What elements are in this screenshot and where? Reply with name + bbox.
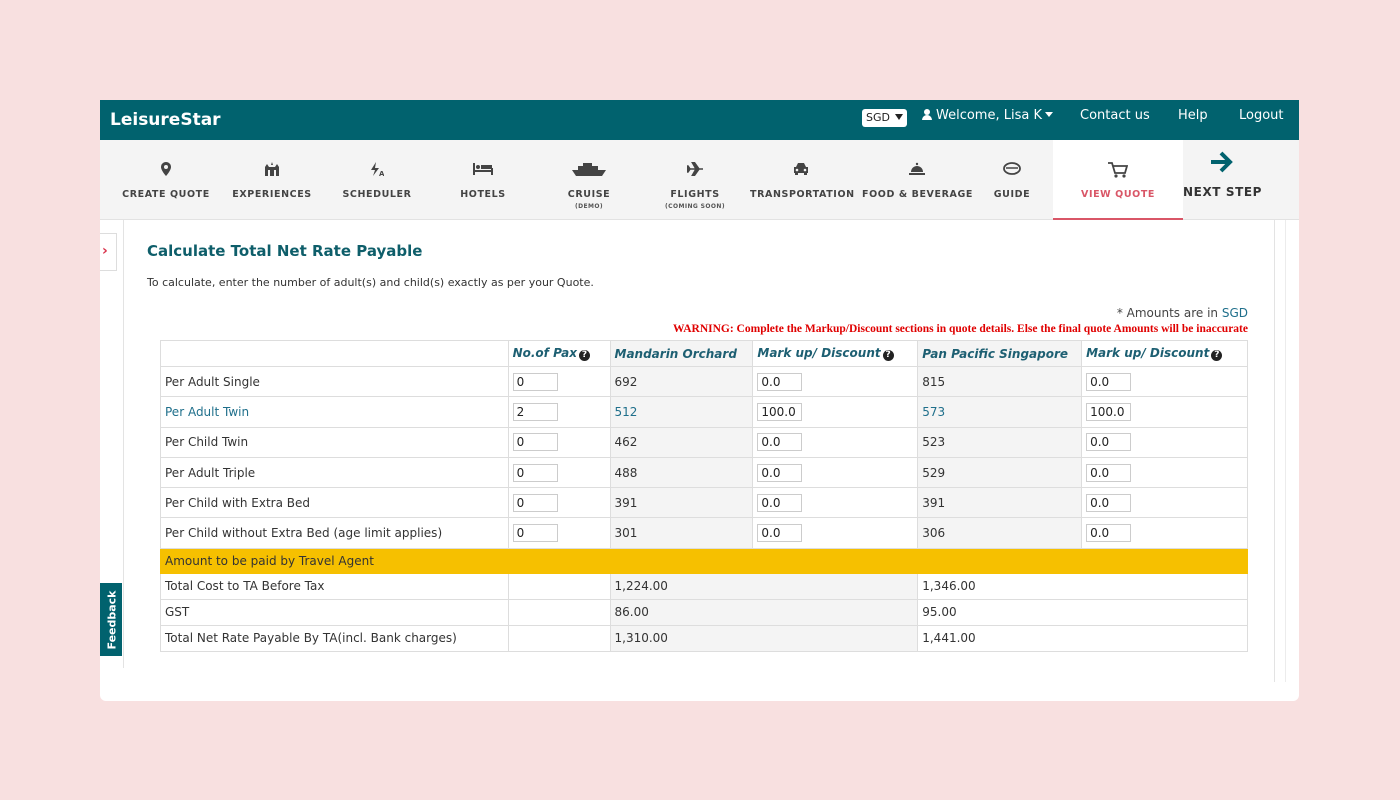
top-bar (100, 100, 1299, 140)
map-pin-icon (116, 162, 216, 178)
markup1-input[interactable] (757, 464, 802, 482)
rate1-cell: 391 (610, 488, 753, 518)
menu-label: FOOD & BEVERAGE (862, 189, 973, 200)
menu-scheduler[interactable] (327, 140, 427, 220)
menu-food-beverage[interactable] (862, 140, 972, 220)
markup1-input[interactable] (757, 373, 802, 391)
row-label: Per Adult Single (161, 367, 509, 397)
rate2-cell: 391 (918, 488, 1082, 518)
menu-label: CREATE QUOTE (122, 189, 210, 200)
menu-create-quote[interactable] (116, 140, 216, 220)
rate1-cell: 488 (610, 457, 753, 487)
pax-cell (508, 397, 610, 427)
table-header-row (161, 341, 1248, 367)
pax-cell (508, 367, 610, 397)
markup1-cell (753, 457, 918, 487)
markup2-cell (1082, 427, 1248, 457)
feedback-tab[interactable] (100, 583, 122, 656)
calc-instructions: To calculate, enter the number of adult(s) and child(s) exactly as per your Quote. (147, 276, 594, 289)
menu-label: CRUISE (567, 189, 611, 200)
ta-section-label: Amount to be paid by Travel Agent (161, 548, 1248, 573)
menu-cruise[interactable] (539, 140, 639, 220)
pax-input[interactable] (513, 494, 558, 512)
markup2-input[interactable] (1086, 464, 1131, 482)
markup1-cell (753, 367, 918, 397)
feedback-label: Feedback (105, 590, 119, 650)
main-menu (100, 140, 1299, 220)
content-divider (1285, 220, 1286, 682)
markup2-input[interactable] (1086, 403, 1131, 421)
markup2-input[interactable] (1086, 524, 1131, 542)
help-icon[interactable]: ? (883, 350, 894, 361)
header-markup2 (1082, 341, 1248, 367)
table-row (161, 397, 1248, 427)
warning-message: WARNING: Complete the Markup/Discount sections in quote details. Else the final quote Amounts will be inaccurate (672, 323, 1248, 335)
header-markup1-label: Mark up/ Discount (757, 346, 881, 360)
header-pax-label: No.of Pax (512, 346, 577, 360)
header-pax (508, 341, 610, 367)
menu-label: TRANSPORTATION (750, 189, 855, 200)
pax-cell (508, 488, 610, 518)
summary-blank (508, 599, 610, 625)
logout-link[interactable]: Logout (1239, 108, 1284, 123)
menu-label: HOTELS (460, 189, 506, 200)
pax-input[interactable] (513, 524, 558, 542)
calc-title: Calculate Total Net Rate Payable (147, 242, 423, 260)
table-row (161, 427, 1248, 457)
markup2-cell (1082, 457, 1248, 487)
row-label: Per Adult Triple (161, 457, 509, 487)
help-link[interactable]: Help (1178, 108, 1208, 123)
summary-label: GST (161, 599, 509, 625)
rate2-cell: 573 (918, 397, 1082, 427)
menu-transportation[interactable] (750, 140, 855, 220)
rate1-cell: 301 (610, 518, 753, 548)
pax-cell (508, 457, 610, 487)
pax-input[interactable] (513, 433, 558, 451)
markup2-input[interactable] (1086, 494, 1131, 512)
pax-input[interactable] (513, 403, 558, 421)
brand-logo[interactable]: LeisureStar (110, 110, 221, 130)
help-icon[interactable]: ? (1211, 350, 1222, 361)
arrow-right-icon (1183, 150, 1260, 174)
summary-value-hotel2: 1,441.00 (918, 625, 1248, 651)
table-row (161, 488, 1248, 518)
header-blank (161, 341, 509, 367)
summary-row (161, 625, 1248, 651)
contact-link[interactable]: Contact us (1080, 108, 1150, 123)
guide-icon (972, 162, 1052, 178)
currency-select[interactable] (862, 109, 907, 127)
markup1-cell (753, 518, 918, 548)
pax-cell (508, 518, 610, 548)
markup1-input[interactable] (757, 433, 802, 451)
table-row (161, 367, 1248, 397)
menu-sublabel: (COMING SOON) (665, 203, 725, 210)
markup2-cell (1082, 488, 1248, 518)
markup2-cell (1082, 397, 1248, 427)
summary-value-hotel2: 1,346.00 (918, 573, 1248, 599)
row-label: Per Child Twin (161, 427, 509, 457)
markup2-cell (1082, 518, 1248, 548)
welcome-text: Welcome, Lisa K (936, 108, 1042, 123)
markup1-input[interactable] (757, 494, 802, 512)
sidebar-toggle[interactable] (100, 233, 117, 271)
rate1-cell: 462 (610, 427, 753, 457)
markup1-cell (753, 488, 918, 518)
ship-icon (539, 162, 639, 178)
car-icon (750, 162, 852, 178)
menu-flights[interactable] (645, 140, 745, 220)
table-row (161, 457, 1248, 487)
rate2-cell: 306 (918, 518, 1082, 548)
markup2-input[interactable] (1086, 433, 1131, 451)
header-hotel2: Pan Pacific Singapore (918, 341, 1082, 367)
menu-sublabel: (DEMO) (574, 203, 604, 210)
menu-label: GUIDE (993, 189, 1031, 200)
menu-experiences[interactable] (222, 140, 322, 220)
rates-table (160, 340, 1248, 652)
content-divider (123, 220, 124, 668)
summary-value-hotel1: 86.00 (610, 599, 918, 625)
summary-blank (508, 573, 610, 599)
pax-cell (508, 427, 610, 457)
row-label: Per Adult Twin (161, 397, 509, 427)
table-row (161, 518, 1248, 548)
help-icon[interactable]: ? (579, 350, 590, 361)
next-step-button[interactable] (1183, 140, 1263, 220)
currency-select-value: SGD (866, 111, 890, 124)
summary-label: Total Cost to TA Before Tax (161, 573, 509, 599)
cloche-icon (862, 162, 972, 178)
menu-label: EXPERIENCES (232, 189, 312, 200)
pax-input[interactable] (513, 373, 558, 391)
airplane-icon (645, 162, 745, 178)
amounts-prefix: * Amounts are in (1116, 306, 1222, 320)
summary-row (161, 599, 1248, 625)
summary-value-hotel2: 95.00 (918, 599, 1248, 625)
menu-label: FLIGHTS (670, 189, 720, 200)
markup2-cell (1082, 367, 1248, 397)
markup1-input[interactable] (757, 403, 802, 421)
menu-guide[interactable] (972, 140, 1052, 220)
rate2-cell: 523 (918, 427, 1082, 457)
caret-down-icon (1045, 112, 1053, 117)
amounts-currency: SGD (1221, 306, 1248, 320)
cart-icon (1053, 162, 1183, 178)
user-icon (922, 109, 932, 120)
rate2-cell: 529 (918, 457, 1082, 487)
header-hotel1: Mandarin Orchard (610, 341, 753, 367)
amounts-currency-note (1117, 306, 1248, 320)
summary-value-hotel1: 1,224.00 (610, 573, 918, 599)
menu-view-quote[interactable] (1053, 140, 1183, 220)
header-markup1 (753, 341, 918, 367)
chevron-right-icon: › (102, 243, 108, 259)
markup1-cell (753, 427, 918, 457)
row-label: Per Child with Extra Bed (161, 488, 509, 518)
rate1-cell: 512 (610, 397, 753, 427)
pax-input[interactable] (513, 464, 558, 482)
content-divider (1274, 220, 1275, 682)
user-menu[interactable] (922, 100, 1053, 131)
bed-icon (433, 162, 533, 178)
menu-hotels[interactable] (433, 140, 533, 220)
menu-label: VIEW QUOTE (1081, 189, 1155, 200)
summary-blank (508, 625, 610, 651)
summary-label: Total Net Rate Payable By TA(incl. Bank charges) (161, 625, 509, 651)
ta-section-header (161, 548, 1248, 573)
svg-text:A: A (379, 170, 384, 176)
summary-value-hotel1: 1,310.00 (610, 625, 918, 651)
markup1-input[interactable] (757, 524, 802, 542)
row-label: Per Child without Extra Bed (age limit applies) (161, 518, 509, 548)
landmark-icon (222, 162, 322, 178)
markup2-input[interactable] (1086, 373, 1131, 391)
rate2-cell: 815 (918, 367, 1082, 397)
rate1-cell: 692 (610, 367, 753, 397)
chevron-down-icon (895, 114, 903, 120)
markup1-cell (753, 397, 918, 427)
menu-label: NEXT STEP (1183, 185, 1263, 199)
app-window (100, 100, 1299, 701)
menu-label: SCHEDULER (342, 189, 412, 200)
header-markup2-label: Mark up/ Discount (1086, 346, 1210, 360)
summary-row (161, 573, 1248, 599)
scheduler-icon (327, 162, 427, 178)
